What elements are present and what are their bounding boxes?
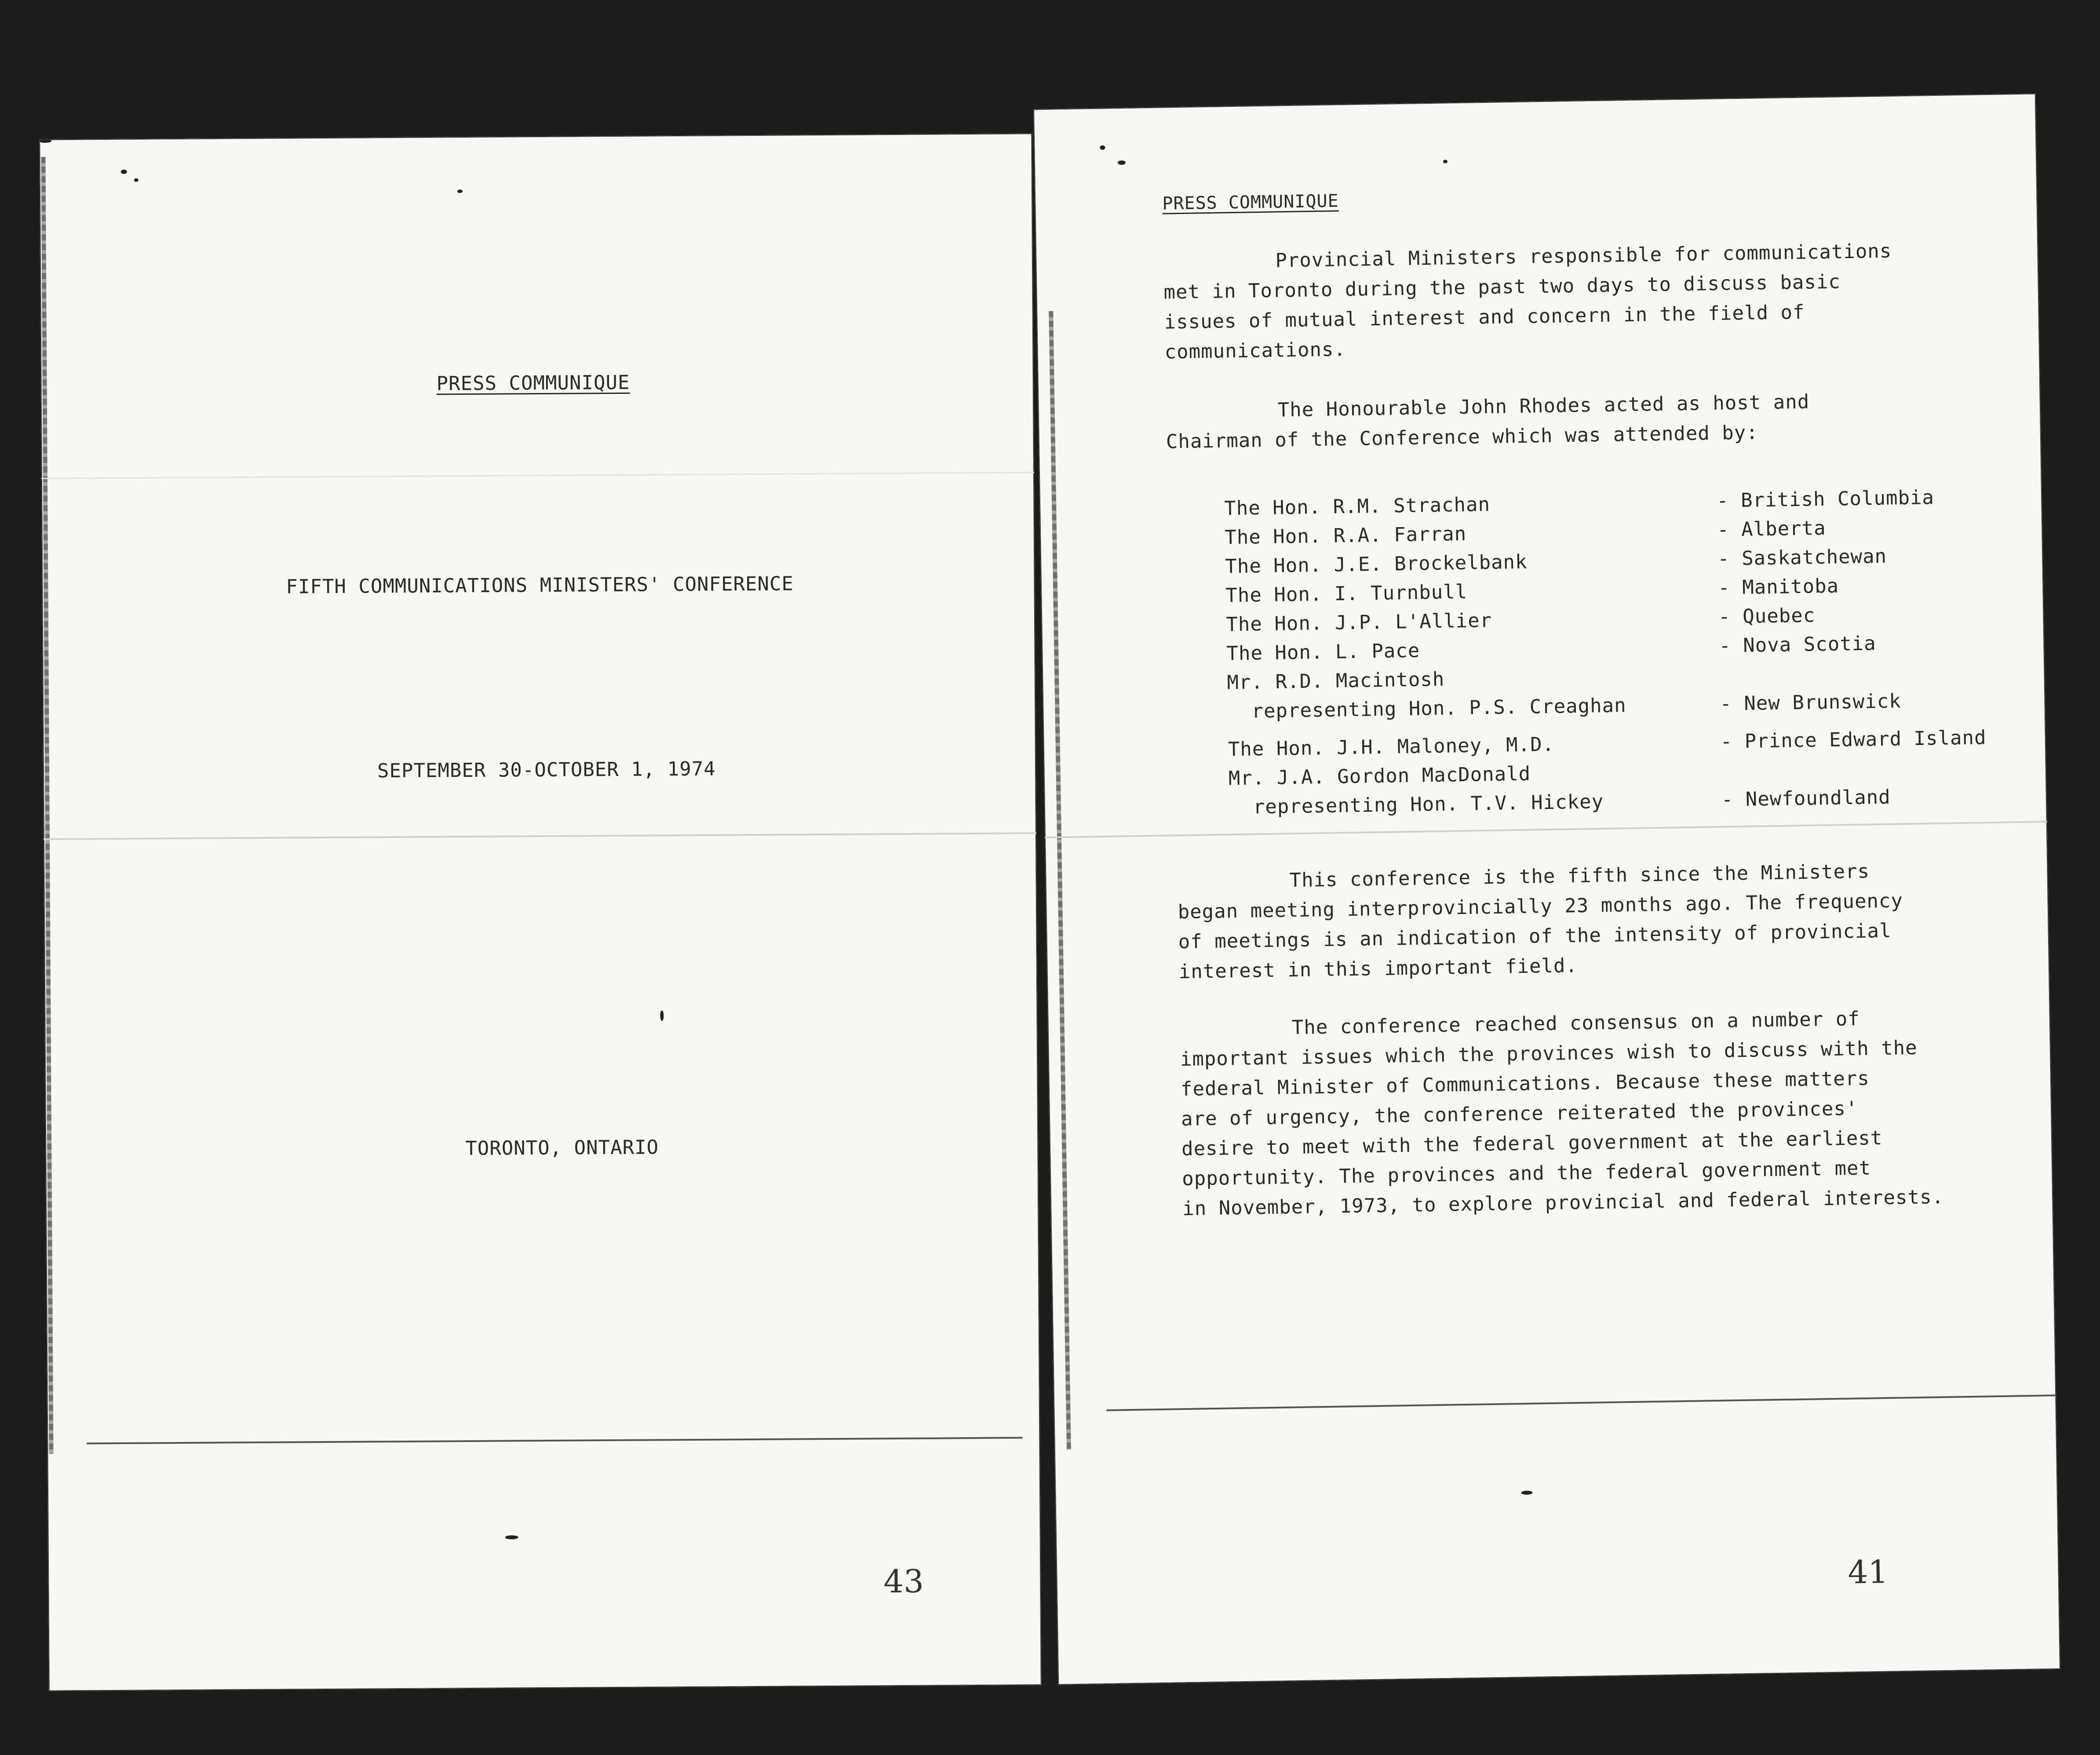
attendee-province: - Alberta: [1717, 517, 1827, 541]
attendee-province: - Quebec: [1718, 604, 1816, 628]
ink-speck: [1443, 160, 1447, 163]
left-page: [39, 133, 1042, 1691]
paragraph-3-line: interest in this important field.: [1178, 954, 1578, 983]
attendee-province: - Saskatchewan: [1717, 545, 1887, 570]
right-page: [1033, 93, 2060, 1685]
bottom-rule: [87, 1437, 1022, 1444]
attendee-name: The Hon. J.E. Brockelbank: [1225, 550, 1528, 578]
attendee-name: Mr. J.A. Gordon MacDonald: [1228, 762, 1531, 790]
attendee-province: - Prince Edward Island: [1720, 726, 1987, 753]
ink-speck: [1100, 146, 1105, 150]
attendee-province: - New Brunswick: [1720, 690, 1902, 715]
left-heading: PRESS COMMUNIQUE: [436, 371, 630, 395]
paragraph-4-line: federal Minister of Communications. Because these matters: [1180, 1067, 1870, 1101]
ink-speck: [121, 170, 127, 174]
attendee-name: Mr. R.D. Macintosh: [1227, 668, 1445, 694]
paragraph-3-line: began meeting interprovincially 23 months ago. The frequency: [1178, 889, 1903, 924]
conference-title: FIFTH COMMUNICATIONS MINISTERS' CONFERENCE: [286, 572, 794, 598]
attendee-name: The Hon. R.A. Farran: [1224, 522, 1467, 549]
ink-speck: [1521, 1491, 1532, 1495]
conference-dates: SEPTEMBER 30-OCTOBER 1, 1974: [377, 757, 716, 783]
paragraph-4-line: opportunity. The provinces and the federal government met: [1181, 1157, 1871, 1191]
attendee-name: The Hon. I. Turnbull: [1225, 580, 1468, 607]
attendee-name: The Hon. J.H. Maloney, M.D.: [1228, 733, 1555, 761]
paragraph-3-line: This conference is the fifth since the Ministers: [1289, 860, 1870, 892]
paragraph-1-line: issues of mutual interest and concern in the field of: [1164, 301, 1805, 334]
paragraph-3: [1177, 856, 1904, 987]
attendee-name: representing Hon. T.V. Hickey: [1229, 790, 1604, 819]
paragraph-1: [1163, 237, 1893, 368]
attendee-name: The Hon. L. Pace: [1226, 639, 1420, 665]
attendee-province: - Newfoundland: [1721, 786, 1891, 811]
binding-edge: [1049, 311, 1071, 1449]
paragraph-4-line: in November, 1973, to explore provincial and federal interests.: [1182, 1185, 1944, 1220]
conference-location: TORONTO, ONTARIO: [465, 1136, 659, 1160]
ink-speck: [505, 1535, 518, 1539]
fold-line: [41, 472, 1034, 479]
bottom-rule: [1106, 1395, 2056, 1411]
attendee-name: The Hon. R.M. Strachan: [1224, 493, 1491, 520]
attendee-name: The Hon. J.P. L'Allier: [1226, 609, 1492, 636]
paragraph-4-line: important issues which the provinces wish to discuss with the: [1180, 1036, 1918, 1071]
attendee-list: [1224, 485, 2021, 831]
attendee-name: representing Hon. P.S. Creaghan: [1227, 694, 1627, 723]
page-number: 43: [883, 1562, 924, 1600]
paragraph-4-line: are of urgency, the conference reiterated the provinces': [1181, 1097, 1858, 1131]
paragraph-2-line: The Honourable John Rhodes acted as host and: [1277, 390, 1810, 422]
ink-speck: [660, 1010, 664, 1021]
attendee-province: - British Columbia: [1716, 486, 1935, 512]
ink-speck: [39, 139, 51, 143]
paragraph-3-line: of meetings is an indication of the intensity of provincial: [1178, 919, 1892, 954]
paragraph-1-line: communications.: [1164, 338, 1346, 364]
paragraph-4-line: The conference reached consensus on a number of: [1291, 1007, 1860, 1039]
paragraph-2: [1165, 387, 1810, 457]
paragraph-4-line: desire to meet with the federal government at the earliest: [1181, 1127, 1883, 1161]
ink-speck: [1118, 160, 1126, 165]
page-number: 41: [1847, 1553, 1889, 1591]
ink-speck: [457, 189, 463, 193]
binding-edge: [41, 157, 53, 1454]
paragraph-2-line: Chairman of the Conference which was attended by:: [1166, 421, 1759, 453]
right-heading: PRESS COMMUNIQUE: [1162, 191, 1339, 214]
attendee-province: - Nova Scotia: [1718, 632, 1877, 657]
paragraph-1-line: Provincial Ministers responsible for communications: [1275, 240, 1892, 272]
ink-speck: [134, 178, 139, 182]
paragraph-1-line: met in Toronto during the past two days to discuss basic: [1163, 270, 1841, 304]
attendee-province: - Manitoba: [1717, 575, 1839, 599]
fold-line: [44, 832, 1036, 840]
paragraph-4: [1179, 1003, 1944, 1224]
